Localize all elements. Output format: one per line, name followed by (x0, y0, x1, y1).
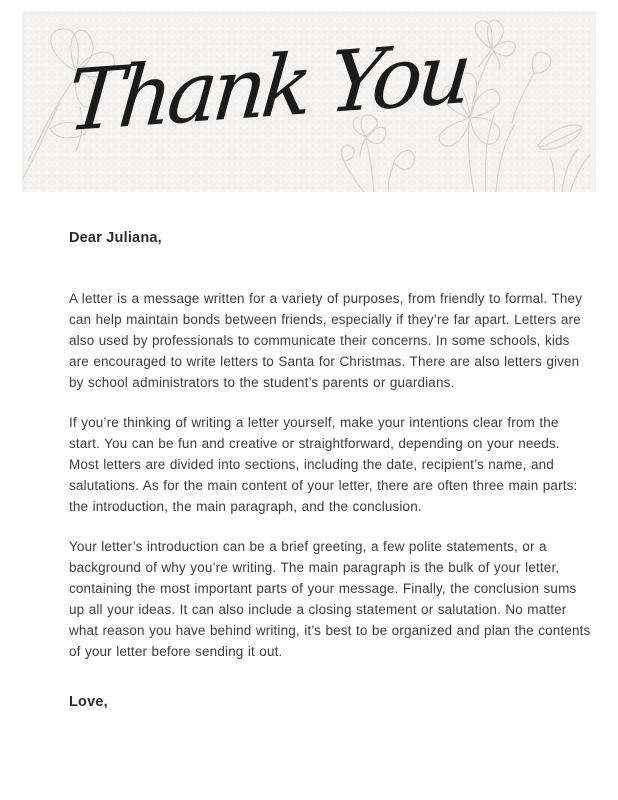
letter-paragraph-3: Your letter’s introduction can be a brief greeting, a few polite statements, or a background of why you’re writing. The main paragraph is the bulk of your letter, containing the most important parts of your message. Finally, the conclusion sums up all your ideas. It can also include a closing statement or salutation. No matter what reason you have behind writing, it’s best to be organized and plan the contents of your letter before sending it out. (69, 539, 591, 659)
salutation: Dear Juliana, (69, 230, 162, 246)
letter-paragraph-1: A letter is a message written for a variety of purposes, from friendly to formal. They can help maintain bonds between friends, especially if they’re far apart. Letters are also used by professionals to communicate their concerns. In some schools, kids are encouraged to write letters to Santa for Christmas. There are also letters given by school administrators to the student’s parents or guardians. (69, 291, 583, 390)
closing: Love, (69, 694, 108, 710)
letter-body (69, 228, 593, 713)
letter-paragraph-2: If you’re thinking of writing a letter yourself, make your intentions clear from the start. You can be fun and creative or straightforward, depending on your needs. Most letters are divided into sections, including the date, recipient’s name, and salutations. As for the main content of your letter, there are often three main parts: the introduction, the main paragraph, and the conclusion. (69, 415, 578, 514)
letter-header (22, 11, 596, 192)
page-title: Thank You (63, 23, 472, 151)
